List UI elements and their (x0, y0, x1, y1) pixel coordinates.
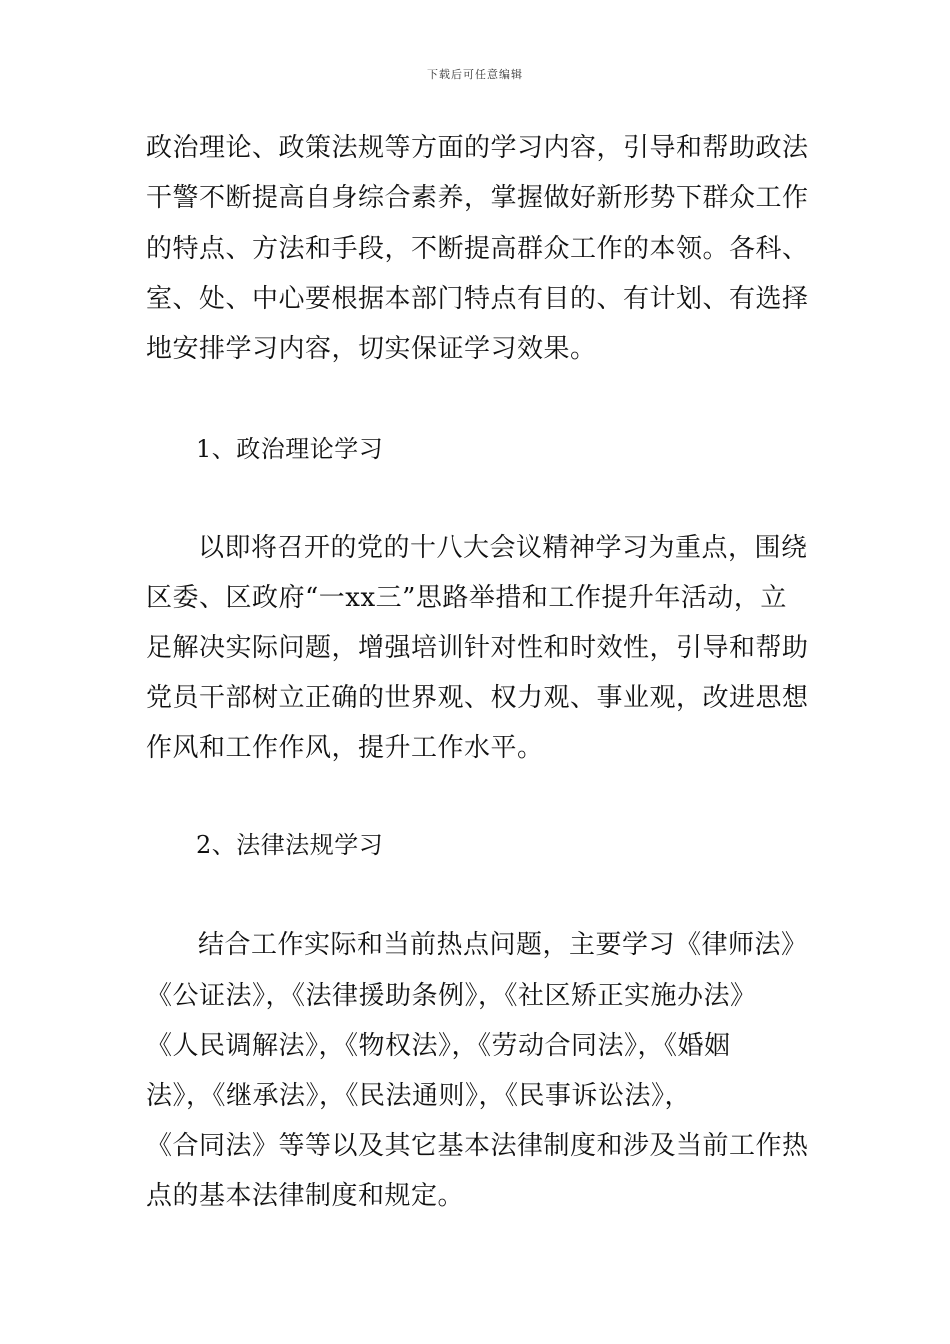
section-heading-2: 2、法律法规学习 (196, 831, 384, 859)
paragraph-1-line-4: 室、处、中心要根据本部门特点有目的、有计划、有选择 (146, 284, 809, 314)
section-heading-1: 1、政治理论学习 (196, 435, 384, 463)
paragraph-2-line-1: 以即将召开的党的十八大会议精神学习为重点，围绕 (198, 533, 808, 563)
paragraph-1-line-2: 干警不断提高自身综合素养，掌握做好新形势下群众工作 (146, 183, 809, 213)
paragraph-2-line-3: 足解决实际问题，增强培训针对性和时效性，引导和帮助 (146, 633, 809, 663)
paragraph-3-line-5: 《合同法》等等以及其它基本法律制度和涉及当前工作热 (146, 1131, 809, 1161)
paragraph-2-line-5: 作风和工作作风，提升工作水平。 (146, 733, 544, 763)
paragraph-1-line-1: 政治理论、政策法规等方面的学习内容，引导和帮助政法 (146, 133, 809, 163)
paragraph-3-line-6: 点的基本法律制度和规定。 (146, 1181, 465, 1211)
paragraph-1-line-3: 的特点、方法和手段，不断提高群众工作的本领。各科、 (146, 234, 809, 264)
paragraph-1-line-5: 地安排学习内容，切实保证学习效果。 (146, 334, 597, 364)
paragraph-3-line-3: 《人民调解法》，《物权法》，《劳动合同法》，《婚姻 (146, 1031, 731, 1061)
paragraph-3-line-4: 法》，《继承法》，《民法通则》，《民事诉讼法》， (146, 1081, 692, 1111)
paragraph-2-line-2: 区委、区政府“一xx三”思路举措和工作提升年活动，立 (146, 583, 787, 613)
paragraph-2-line-4: 党员干部树立正确的世界观、权力观、事业观，改进思想 (146, 683, 809, 713)
paragraph-3-line-2: 《公证法》，《法律援助条例》，《社区矫正实施办法》 (146, 981, 757, 1011)
paragraph-3-line-1: 结合工作实际和当前热点问题，主要学习《律师法》 (198, 930, 808, 960)
page-header-note: 下载后可任意编辑 (427, 68, 523, 81)
